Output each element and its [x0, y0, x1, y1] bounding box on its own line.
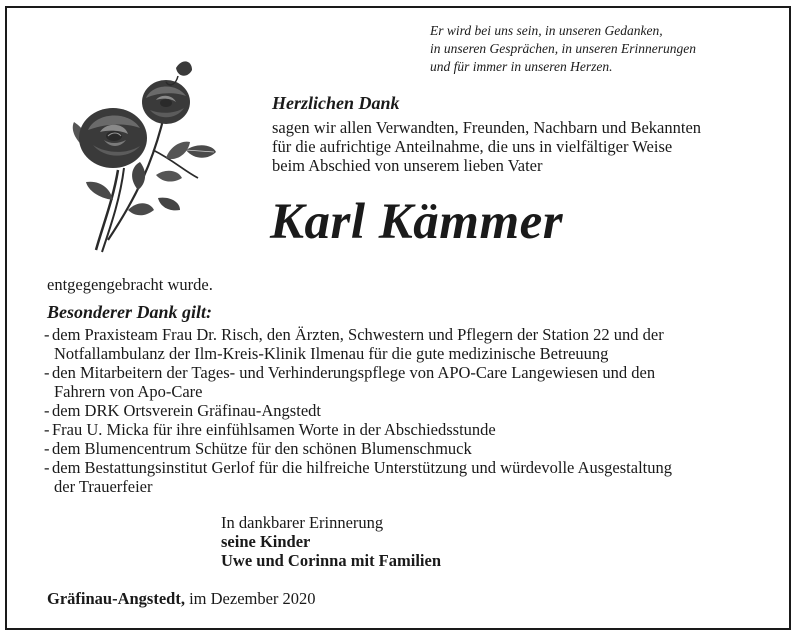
closing-line: In dankbarer Erinnerung [221, 513, 384, 532]
rose-icon [58, 50, 218, 255]
motto-line: Er wird bei uns sein, in unseren Gedanken, [430, 23, 663, 38]
motto-line: und für immer in unseren Herzen. [430, 59, 613, 74]
list-item-line1: Frau U. Micka für ihre einfühlsamen Worte in der Abschiedsstunde [52, 420, 496, 439]
special-thanks-title: Besonderer Dank gilt: [47, 302, 213, 322]
list-item-line1: dem DRK Ortsverein Gräfinau-Angstedt [52, 401, 321, 420]
list-item: - den Mitarbeitern der Tages- und Verhinderungspflege von APO-Care Langewiesen und den Fahrern von Apo-Care [44, 363, 672, 401]
thanks-line: sagen wir allen Verwandten, Freunden, Nachbarn und Bekannten [272, 118, 702, 137]
deceased-name: Karl Kämmer [270, 194, 564, 250]
list-item: - dem DRK Ortsverein Gräfinau-Angstedt [44, 401, 321, 420]
list-item-line1: dem Bestattungsinstitut Gerlof für die hilfreiche Unterstützung und würdevolle Ausgestaltung [52, 458, 672, 477]
list-item: - Frau U. Micka für ihre einfühlsamen Worte in der Abschiedsstunde [44, 420, 496, 439]
closing [221, 513, 441, 570]
thanks-line: beim Abschied von unserem lieben Vater [272, 156, 543, 175]
signoff [47, 589, 316, 609]
thanks-line: für die aufrichtige Anteilnahme, die uns in vielfältiger Weise [272, 137, 673, 156]
motto-line: in unseren Gesprächen, in unseren Erinnerungen [430, 41, 696, 56]
special-thanks-list [44, 325, 672, 496]
signoff-date: im Dezember 2020 [189, 589, 316, 608]
list-item-line2: Notfallambulanz der Ilm-Kreis-Klinik Ilmenau für die gute medizinische Betreuung [54, 344, 609, 363]
list-item: - dem Blumencentrum Schütze für den schönen Blumenschmuck [44, 439, 472, 458]
after-name-text: entgegengebracht wurde. [47, 275, 213, 294]
closing-signer: seine Kinder [221, 532, 311, 551]
list-item: - dem Bestattungsinstitut Gerlof für die hilfreiche Unterstützung und würdevolle Ausgestaltung der Trauerfeier [44, 458, 672, 496]
list-item: - dem Praxisteam Frau Dr. Risch, den Ärzten, Schwestern und Pflegern der Station 22 und der Notfallambulanz der Ilm-Kreis-Klinik Ilmenau für die gute medizinische Betreuung [44, 325, 672, 363]
thanks-title: Herzlichen Dank [272, 93, 400, 113]
list-item-line1: dem Praxisteam Frau Dr. Risch, den Ärzten, Schwestern und Pflegern der Station 22 und der [52, 325, 664, 344]
list-item-line1: den Mitarbeitern der Tages- und Verhinderungspflege von APO-Care Langewiesen und den [52, 363, 656, 382]
closing-signer: Uwe und Corinna mit Familien [221, 551, 442, 570]
thanks-body [272, 118, 701, 175]
list-item-line1: dem Blumencentrum Schütze für den schönen Blumenschmuck [52, 439, 472, 458]
list-item-line2: Fahrern von Apo-Care [54, 382, 203, 401]
list-item-line2: der Trauerfeier [54, 477, 153, 496]
motto [430, 22, 696, 76]
signoff-place: Gräfinau-Angstedt, [47, 589, 185, 608]
